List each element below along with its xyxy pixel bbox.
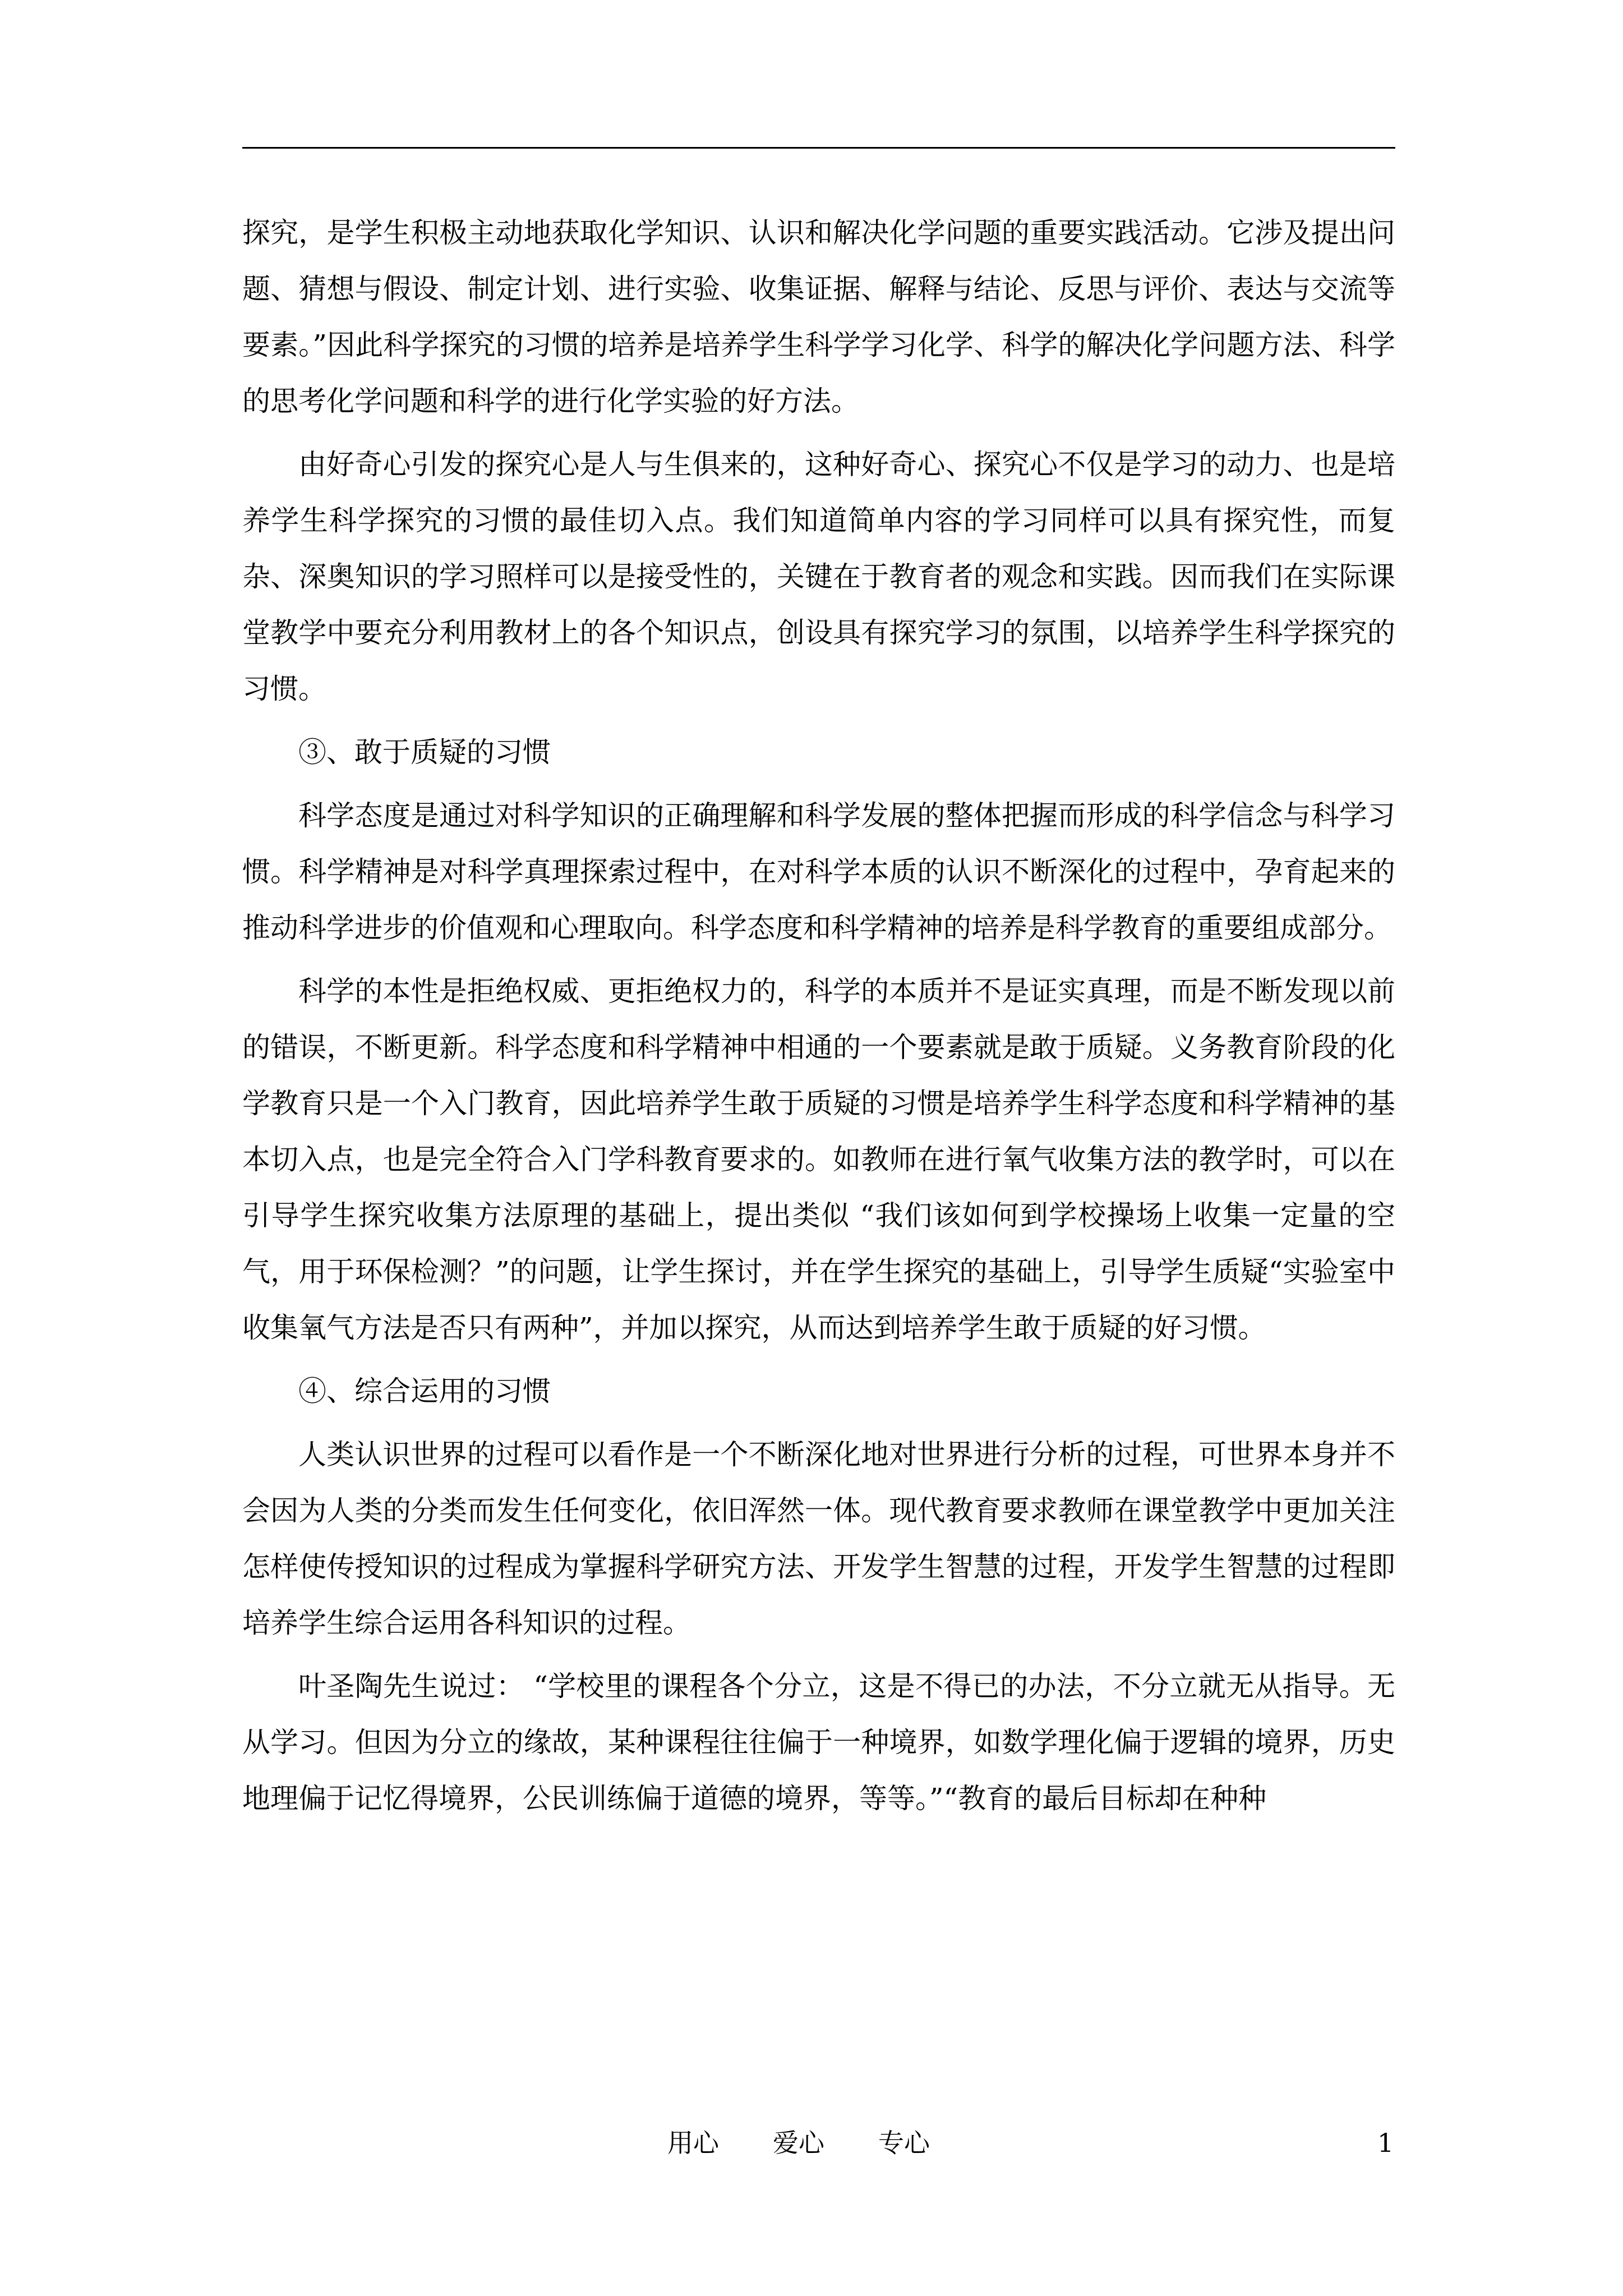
footer-motto-item: 爱心 [773,2128,824,2158]
section-heading: ④、综合运用的习惯 [298,1375,551,1407]
page-number: 1 [1377,2128,1394,2158]
paragraph: 科学的本性是拒绝权威、更拒绝权力的，科学的本质并不是证实真理，而是不断发现以前的错误，不断更新。科学态度和科学精神中相通的一个要素就是敢于质疑。义务教育阶段的化学教育只是一个入门教育，因此培养学生敢于质疑的习惯是培养学生科学态度和科学精神的基本切入点，也是完全符合入门学科教育要求的。如教师在进行氧气收集方法的教学时，可以在引导学生探究收集方法原理的基础上，提出类似 “我们该如何到学校操场上收集一定量的空气，用于环保检测？”的问题，让学生探讨，并在学生探究的基础上，引导学生质疑“实验室中收集氧气方法是否只有两种”，并加以探究，从而达到培养学生敢于质疑的好习惯。 [242,975,1395,1344]
header-rule [242,147,1395,149]
paragraph: 科学态度是通过对科学知识的正确理解和科学发展的整体把握而形成的科学信念与科学习惯。科学精神是对科学真理探索过程中，在对科学本质的认识不断深化的过程中，孕育起来的推动科学进步的价值观和心理取向。科学态度和科学精神的培养是科学教育的重要组成部分。 [242,799,1395,944]
page-footer [0,2120,1623,2165]
paragraph-continuation: 探究，是学生积极主动地获取化学知识、认识和解决化学问题的重要实践活动。它涉及提出问题、猜想与假设、制定计划、进行实验、收集证据、解释与结论、反思与评价、表达与交流等要素。”因此科学探究的习惯的培养是培养学生科学学习化学、科学的解决化学问题方法、科学的思考化学问题和科学的进行化学实验的好方法。 [242,217,1395,417]
paragraph: 由好奇心引发的探究心是人与生俱来的，这种好奇心、探究心不仅是学习的动力、也是培养学生科学探究的习惯的最佳切入点。我们知道简单内容的学习同样可以具有探究性，而复杂、深奥知识的学习照样可以是接受性的，关键在于教育者的观念和实践。因而我们在实际课堂教学中要充分利用教材上的各个知识点，创设具有探究学习的氛围，以培养学生科学探究的习惯。 [242,448,1395,705]
footer-motto-item: 用心 [667,2128,719,2158]
paragraph: 叶圣陶先生说过： “学校里的课程各个分立，这是不得已的办法，不分立就无从指导。无从学习。但因为分立的缘故，某种课程往往偏于一种境界，如数学理化偏于逻辑的境界，历史地理偏于记忆得境界，公民训练偏于道德的境界，等等。”“教育的最后目标却在种种 [242,1670,1395,1815]
section-heading: ③、敢于质疑的习惯 [298,736,551,769]
footer-motto-item: 专心 [878,2128,930,2158]
document-body [242,205,1395,1826]
paragraph: 人类认识世界的过程可以看作是一个不断深化地对世界进行分析的过程，可世界本身并不会因为人类的分类而发生任何变化，依旧浑然一体。现代教育要求教师在课堂教学中更加关注怎样使传授知识的过程成为掌握科学研究方法、开发学生智慧的过程，开发学生智慧的过程即培养学生综合运用各科知识的过程。 [242,1438,1395,1639]
footer-motto [667,2120,930,2165]
